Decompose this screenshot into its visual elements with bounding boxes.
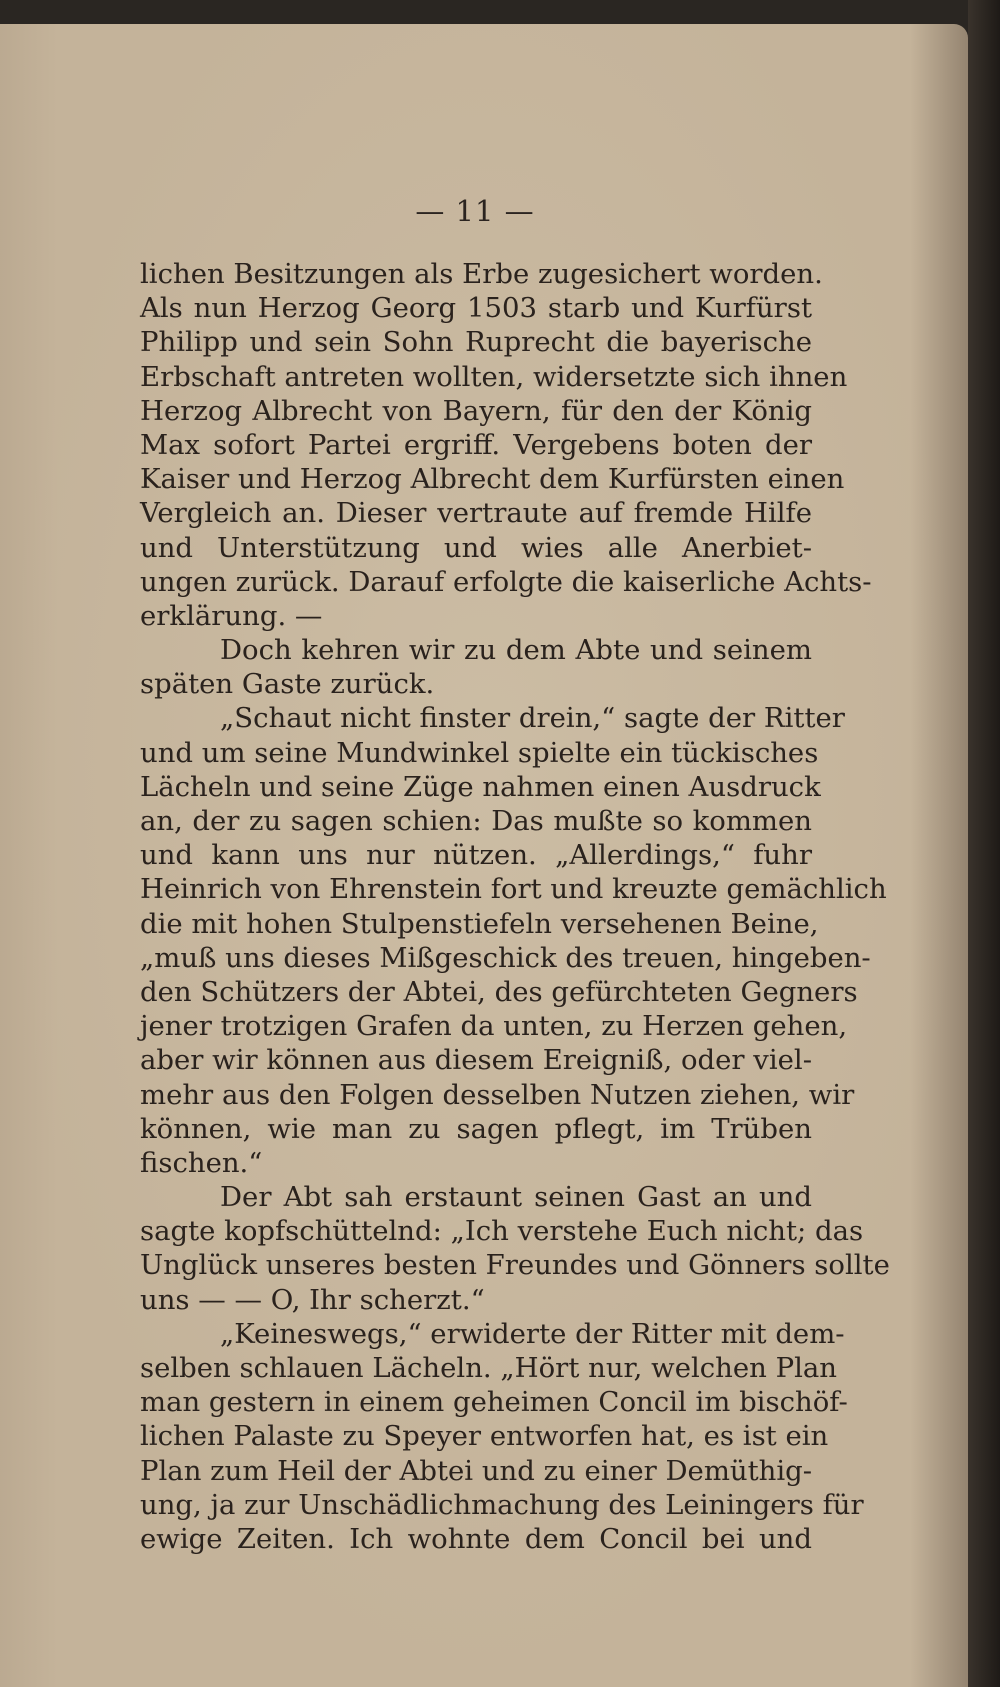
text-line: sagte kopfschüttelnd: „Ich verstehe Euch nicht; das [140, 1215, 864, 1248]
text-line: Kaiser und Herzog Albrecht dem Kurfürsten einen [140, 463, 845, 496]
text-line: fischen.“ [140, 1146, 263, 1179]
text-line: lichen Palaste zu Speyer entworfen hat, es ist ein [140, 1420, 829, 1453]
text-line: uns — — O, Ihr scherzt.“ [140, 1283, 485, 1316]
text-line: Erbschaft antreten wollten, widersetzte sich ihnen [140, 360, 848, 393]
text-line: Lächeln und seine Züge nahmen einen Ausdruck [140, 770, 821, 803]
text-line: ung, ja zur Unschädlichmachung des Leiningers für [140, 1488, 864, 1521]
text-line: ewige Zeiten. Ich wohnte dem Concil bei und [140, 1522, 812, 1555]
text-line: Philipp und sein Sohn Ruprecht die bayerische [140, 326, 812, 359]
text-line: selben schlauen Lächeln. „Hört nur, welchen Plan [140, 1352, 838, 1384]
text-line: jener trotzigen Grafen da unten, zu Herzen gehen, [140, 1010, 848, 1043]
page-number: — 11 — [415, 194, 535, 228]
text-line: man gestern in einem geheimen Concil im bischöf- [140, 1386, 848, 1419]
text-line: Doch kehren wir zu dem Abte und seinem [220, 634, 812, 667]
text-line: aber wir können aus diesem Ereigniß, oder viel- [140, 1044, 812, 1077]
text-line: Der Abt sah erstaunt seinen Gast an und [220, 1181, 812, 1214]
text-line: mehr aus den Folgen desselben Nutzen ziehen, wir [140, 1078, 855, 1111]
text-line: erklärung. — [140, 599, 323, 632]
text-line: Als nun Herzog Georg 1503 starb und Kurfürst [140, 292, 812, 325]
text-line: Unglück unseres besten Freundes und Gönners sollte [140, 1249, 890, 1282]
page-body-text [140, 257, 890, 1556]
text-line: können, wie man zu sagen pflegt, im Trüben [140, 1112, 812, 1145]
text-line: und um seine Mundwinkel spielte ein tückisches [140, 736, 819, 769]
book-page [0, 24, 968, 1687]
text-line: ungen zurück. Darauf erfolgte die kaiserliche Achts- [140, 565, 872, 598]
text-line: lichen Besitzungen als Erbe zugesichert worden. [140, 258, 823, 290]
text-line: und Unterstützung und wies alle Anerbiet- [140, 531, 812, 564]
text-line: „muß uns dieses Mißgeschick des treuen, hingeben- [140, 941, 871, 974]
text-line: „Schaut nicht finster drein,“ sagte der Ritter [220, 702, 845, 735]
text-line: Herzog Albrecht von Bayern, für den der König [140, 394, 812, 427]
text-line: späten Gaste zurück. [140, 668, 435, 701]
text-line: Max sofort Partei ergriff. Vergebens boten der [140, 428, 812, 461]
text-line: Plan zum Heil der Abtei und zu einer Demüthig- [140, 1454, 813, 1487]
text-line: die mit hohen Stulpenstiefeln versehenen Beine, [140, 907, 819, 940]
text-line: Heinrich von Ehrenstein fort und kreuzte gemächlich [140, 873, 887, 906]
text-line: Vergleich an. Dieser vertraute auf fremde Hilfe [140, 497, 812, 530]
text-line: den Schützers der Abtei, des gefürchteten Gegners [140, 975, 858, 1008]
text-line: „Keineswegs,“ erwiderte der Ritter mit dem- [220, 1317, 845, 1350]
text-line: an, der zu sagen schien: Das mußte so kommen [140, 805, 812, 837]
book-spine-edge [968, 0, 1000, 1687]
text-line: und kann uns nur nützen. „Allerdings,“ fuhr [140, 839, 812, 872]
